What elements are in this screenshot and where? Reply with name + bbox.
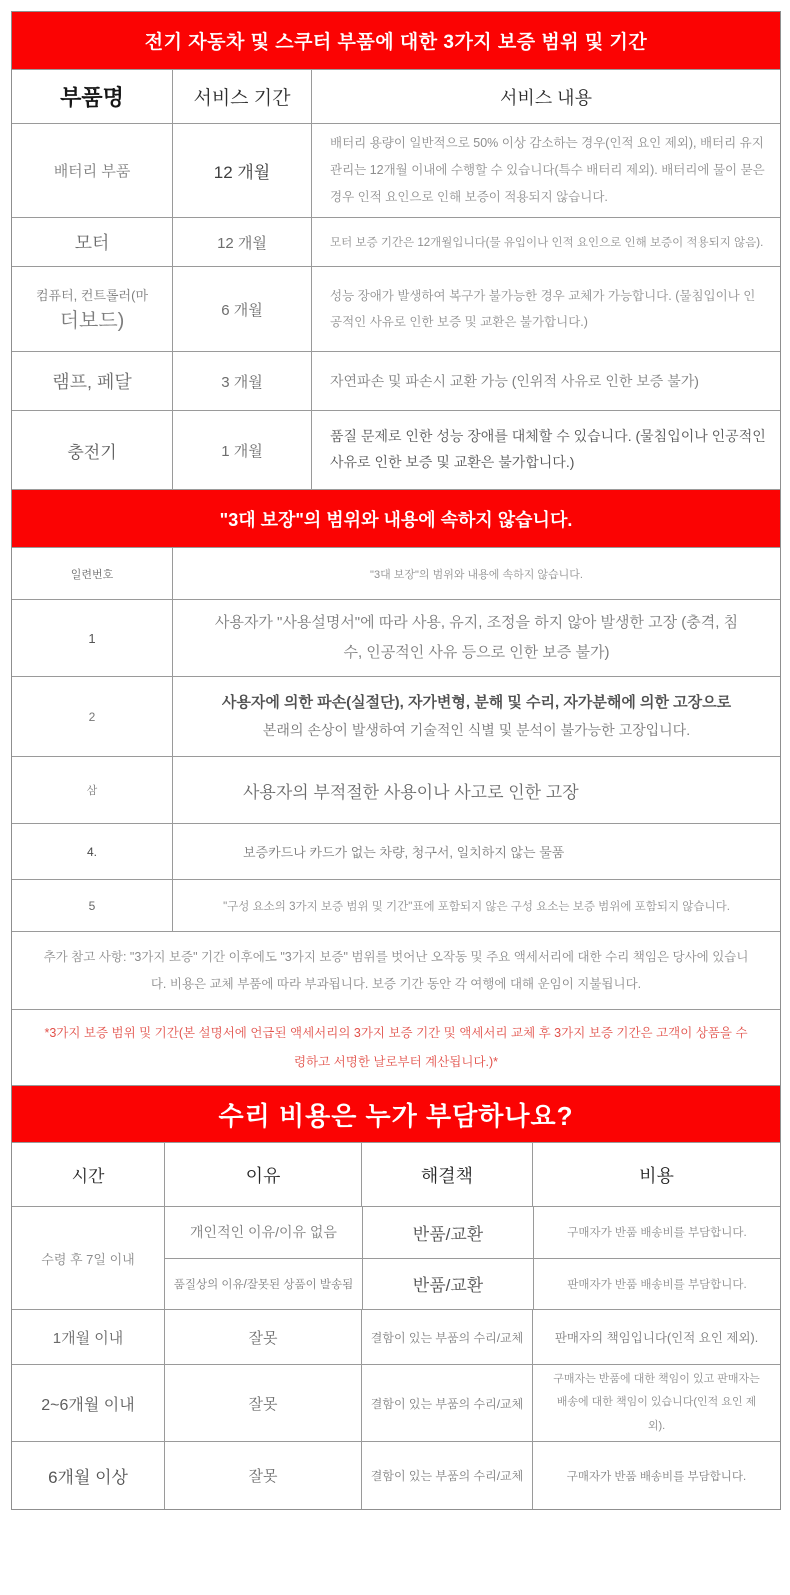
repair-cost-banner-title: 수리 비용은 누가 부담하나요?	[218, 1100, 574, 1131]
reason-cell: 잘못	[164, 1365, 361, 1441]
table-row-exclusion-1	[12, 599, 780, 676]
table-row-exclusion-4	[12, 823, 780, 879]
table-row-lamp-pedal	[12, 351, 780, 410]
repair-cost-banner	[12, 1085, 780, 1142]
serial-no: 1	[88, 630, 96, 646]
table-row-over-6-months	[12, 1441, 780, 1509]
repair-table-header	[12, 1142, 780, 1206]
warranty-scope-title: 전기 자동차 및 스쿠터 부품에 대한 3가지 보증 범위 및 기간	[144, 32, 648, 53]
table-row-exclusion-3	[12, 756, 780, 823]
exclusions-table-header	[12, 547, 780, 599]
service-period: 1 개월	[172, 411, 311, 489]
col-header-service-content: 서비스 내용	[311, 70, 780, 123]
time-cell: 수령 후 7일 이내	[41, 1251, 135, 1267]
table-row-within-7-days	[12, 1206, 780, 1309]
table-row-battery	[12, 123, 780, 217]
col-header-time: 시간	[71, 1167, 105, 1186]
exclusion-desc: 보증카드나 카드가 없는 차량, 청구서, 일치하지 않는 물품	[172, 824, 780, 879]
table-row-computer-controller	[12, 266, 780, 351]
table-row-charger	[12, 410, 780, 489]
serial-no: 5	[88, 898, 96, 913]
col-header-exclusion-desc: "3대 보장"의 범위와 내용에 속하지 않습니다.	[172, 548, 780, 599]
table-row-2-6-months	[12, 1364, 780, 1441]
part-name-line2: 더보드)	[59, 310, 125, 332]
subrow-personal-reason	[165, 1207, 780, 1258]
cost-cell: 판매자의 책임입니다(인적 요인 제외).	[532, 1310, 780, 1364]
solution-cell: 결함이 있는 부품의 수리/교체	[361, 1442, 532, 1509]
table-row-exclusion-5	[12, 879, 780, 931]
reason-cell: 품질상의 이유/잘못된 상품이 발송됨	[173, 1278, 354, 1291]
warranty-document	[11, 11, 781, 1510]
warranty-scope-banner	[12, 12, 780, 69]
red-note-row	[12, 1009, 780, 1085]
col-header-cost: 비용	[532, 1143, 780, 1206]
table-row-within-1-month	[12, 1309, 780, 1364]
cost-cell: 구매자가 반품 배송비를 부담합니다.	[533, 1207, 780, 1258]
part-name-line1: 컴퓨터, 컨트롤러(마	[35, 288, 149, 303]
solution-cell: 반품/교환	[362, 1207, 533, 1258]
time-cell: 6개월 이상	[48, 1468, 128, 1487]
exclusion-desc	[172, 677, 780, 756]
service-period: 12 개월	[172, 124, 311, 217]
col-header-solution: 해결책	[361, 1143, 532, 1206]
additional-note-row	[12, 931, 780, 1009]
exclusion-desc: 사용자가 "사용설명서"에 따라 사용, 유지, 조정을 하지 않아 발생한 고장 (충격, 침수, 인공적인 사유 등으로 인한 보증 불가)	[172, 600, 780, 676]
col-header-serial-no: 일련번호	[70, 568, 114, 581]
service-period: 12 개월	[172, 218, 311, 266]
parts-table-header	[12, 69, 780, 123]
exclusion-desc: 사용자의 부적절한 사용이나 사고로 인한 고장	[172, 757, 780, 823]
service-content: 성능 장애가 발생하여 복구가 불가능한 경우 교체가 가능합니다. (물침입이나 인공적인 사유로 인한 보증 및 교환은 불가합니다.)	[311, 267, 780, 351]
serial-no: 2	[88, 709, 96, 724]
exclusion-desc: "구성 요소의 3가지 보증 범위 및 기간"표에 포함되지 않은 구성 요소는 보증 범위에 포함되지 않습니다.	[172, 880, 780, 931]
table-row-motor	[12, 217, 780, 266]
col-header-part-name: 부품명	[60, 85, 124, 110]
time-cell: 2~6개월 이내	[41, 1396, 135, 1414]
part-name: 램프, 페달	[52, 372, 132, 392]
cost-cell: 구매자는 반품에 대한 책임이 있고 판매자는 배송에 대한 책임이 있습니다(인적 요인 제외).	[532, 1365, 780, 1441]
service-period: 3 개월	[172, 352, 311, 410]
exclusion-desc-normal-line: 본래의 손상이 발생하여 기술적인 식별 및 분석이 불가능한 고장입니다.	[262, 722, 691, 739]
time-cell: 1개월 이내	[52, 1329, 124, 1347]
service-content: 품질 문제로 인한 성능 장애를 대체할 수 있습니다. (물침입이나 인공적인 사유로 인한 보증 및 교환은 불가합니다.)	[311, 411, 780, 489]
service-content: 모터 보증 기간은 12개월입니다(물 유입이나 인적 요인으로 인해 보증이 적용되지 않음).	[311, 218, 780, 266]
part-name: 충전기	[67, 442, 117, 462]
cost-cell: 구매자가 반품 배송비를 부담합니다.	[532, 1442, 780, 1509]
col-header-service-period: 서비스 기간	[172, 70, 311, 123]
reason-cell: 개인적인 이유/이유 없음	[190, 1224, 337, 1241]
serial-no: 삼	[86, 785, 98, 797]
solution-cell: 결함이 있는 부품의 수리/교체	[361, 1310, 532, 1364]
col-header-reason: 이유	[164, 1143, 361, 1206]
part-name: 배터리 부품	[53, 163, 131, 180]
merged-subrows	[164, 1207, 780, 1309]
solution-cell: 반품/교환	[362, 1259, 533, 1310]
part-name: 모터	[74, 233, 110, 253]
service-period: 6 개월	[172, 267, 311, 351]
red-note-text: *3가지 보증 범위 및 기간(본 설명서에 언급된 액세서리의 3가지 보증 기간 및 액세서리 교체 후 3가지 보증 기간은 고객이 상품을 수령하고 서명한 날로부터 계산됩니다.)*	[44, 1025, 748, 1069]
exclusions-banner-title: "3대 보장"의 범위와 내용에 속하지 않습니다.	[219, 509, 573, 530]
exclusion-desc-bold-line: 사용자에 의한 파손(실절단), 자가변형, 분해 및 수리, 자가분해에 의한 고장으로	[221, 693, 732, 711]
reason-cell: 잘못	[164, 1310, 361, 1364]
cost-cell: 판매자가 반품 배송비를 부담합니다.	[533, 1259, 780, 1310]
reason-cell: 잘못	[164, 1442, 361, 1509]
exclusions-banner	[12, 489, 780, 547]
table-row-exclusion-2	[12, 676, 780, 756]
solution-cell: 결함이 있는 부품의 수리/교체	[361, 1365, 532, 1441]
service-content: 배터리 용량이 일반적으로 50% 이상 감소하는 경우(인적 요인 제외), 배터리 유지 관리는 12개월 이내에 수행할 수 있습니다(특수 배터리 제외). 배터리에 물이 묻은 경우 인적 요인으로 인해 보증이 적용되지 않습니다.	[311, 124, 780, 217]
part-name	[12, 267, 172, 351]
subrow-quality-reason	[165, 1258, 780, 1310]
service-content: 자연파손 및 파손시 교환 가능 (인위적 사유로 인한 보증 불가)	[311, 352, 780, 410]
serial-no: 4.	[86, 844, 97, 859]
additional-note-text: 추가 참고 사항: "3가지 보증" 기간 이후에도 "3가지 보증" 범위를 벗어난 오작동 및 주요 액세서리에 대한 수리 책임은 당사에 있습니다. 비용은 교체 부품에 따라 부과됩니다. 보증 기간 동안 각 여행에 대해 운임이 지불됩니다.	[43, 949, 749, 991]
